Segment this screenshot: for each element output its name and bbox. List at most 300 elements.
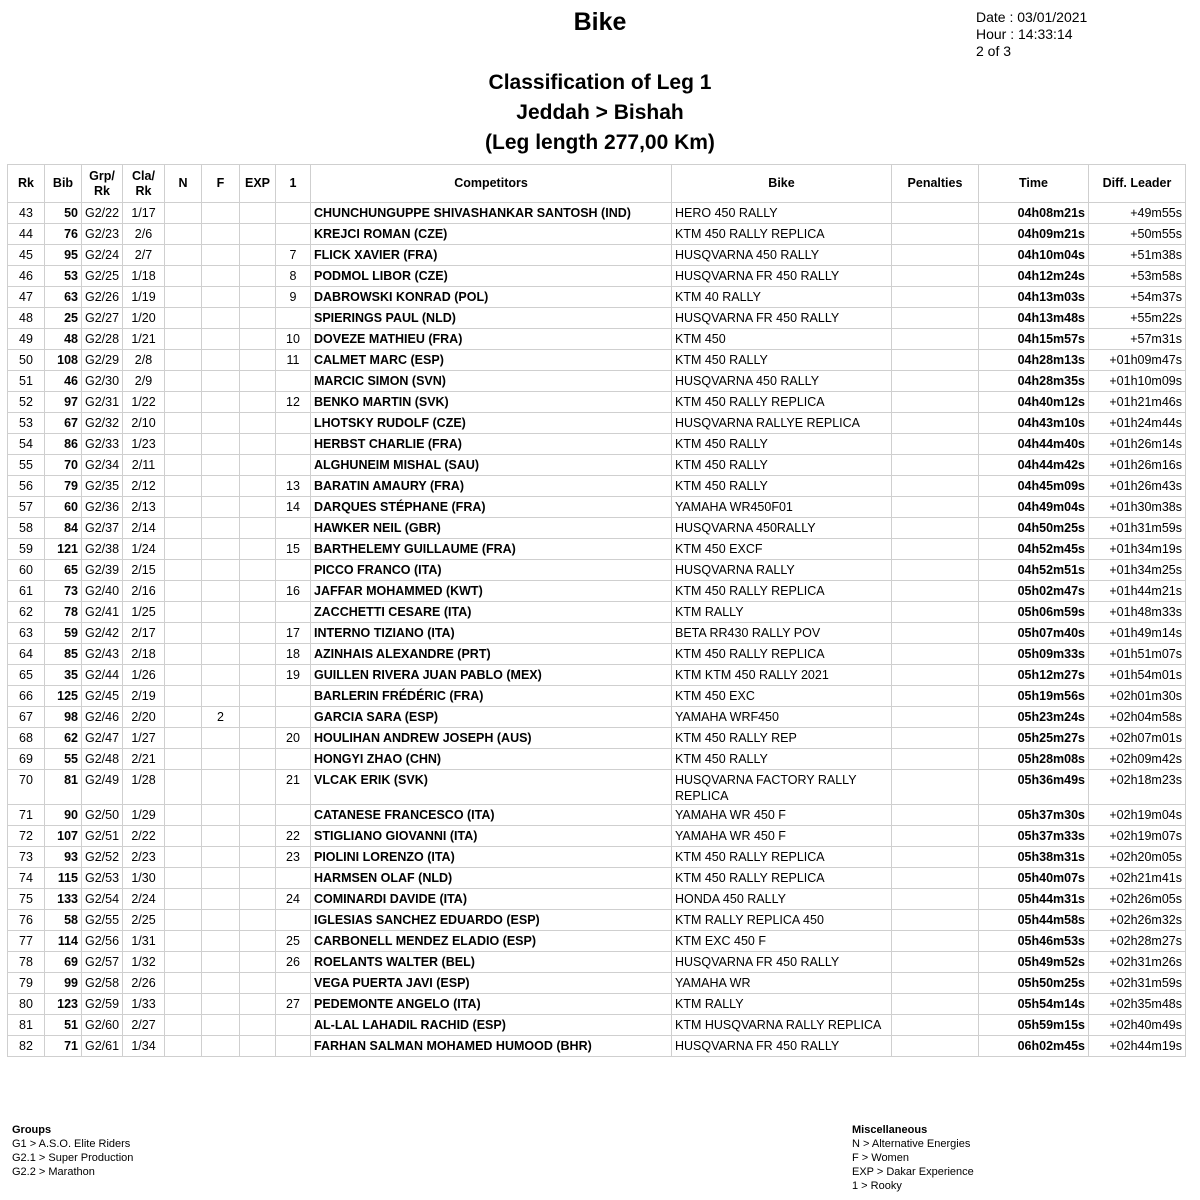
cell-rank: 68 xyxy=(8,728,45,749)
cell-bib: 86 xyxy=(45,434,82,455)
cell-penalties xyxy=(892,826,979,847)
cell-competitor: PODMOL LIBOR (CZE) xyxy=(311,266,672,287)
cell-diff-leader: +02h18m23s xyxy=(1089,770,1186,805)
cell-rookie: 27 xyxy=(276,994,311,1015)
cell-rank: 50 xyxy=(8,350,45,371)
cell-bike: KTM 450 RALLY xyxy=(672,434,892,455)
cell-rank: 70 xyxy=(8,770,45,805)
cell-women xyxy=(202,455,240,476)
cell-bib: 93 xyxy=(45,847,82,868)
cell-bib: 55 xyxy=(45,749,82,770)
cell-bike: KTM 450 RALLY xyxy=(672,350,892,371)
cell-rookie: 15 xyxy=(276,539,311,560)
cell-class-rank: 2/14 xyxy=(123,518,165,539)
cell-rank: 79 xyxy=(8,973,45,994)
cell-rank: 57 xyxy=(8,497,45,518)
cell-rank: 81 xyxy=(8,1015,45,1036)
col-competitors: Competitors xyxy=(311,165,672,203)
cell-bib: 125 xyxy=(45,686,82,707)
cell-competitor: MARCIC SIMON (SVN) xyxy=(311,371,672,392)
cell-alt-energy xyxy=(165,1015,202,1036)
cell-experience xyxy=(240,203,276,224)
cell-time: 05h06m59s xyxy=(979,602,1089,623)
cell-bib: 107 xyxy=(45,826,82,847)
cell-women xyxy=(202,749,240,770)
cell-class-rank: 2/8 xyxy=(123,350,165,371)
cell-diff-leader: +02h28m27s xyxy=(1089,931,1186,952)
cell-alt-energy xyxy=(165,245,202,266)
cell-experience xyxy=(240,560,276,581)
cell-penalties xyxy=(892,203,979,224)
cell-experience xyxy=(240,308,276,329)
cell-women xyxy=(202,518,240,539)
cell-competitor: HARMSEN OLAF (NLD) xyxy=(311,868,672,889)
table-row xyxy=(8,623,1186,644)
cell-group-rank: G2/57 xyxy=(82,952,123,973)
cell-bib: 63 xyxy=(45,287,82,308)
cell-penalties xyxy=(892,805,979,826)
cell-rookie: 20 xyxy=(276,728,311,749)
cell-penalties xyxy=(892,749,979,770)
cell-alt-energy xyxy=(165,644,202,665)
cell-bike: KTM 450 RALLY xyxy=(672,749,892,770)
cell-alt-energy xyxy=(165,686,202,707)
cell-bike: KTM HUSQVARNA RALLY REPLICA xyxy=(672,1015,892,1036)
cell-group-rank: G2/58 xyxy=(82,973,123,994)
cell-experience xyxy=(240,770,276,805)
cell-competitor: HERBST CHARLIE (FRA) xyxy=(311,434,672,455)
cell-penalties xyxy=(892,434,979,455)
cell-competitor: GARCIA SARA (ESP) xyxy=(311,707,672,728)
cell-diff-leader: +54m37s xyxy=(1089,287,1186,308)
cell-experience xyxy=(240,686,276,707)
cell-alt-energy xyxy=(165,371,202,392)
cell-competitor: FARHAN SALMAN MOHAMED HUMOOD (BHR) xyxy=(311,1036,672,1057)
cell-women xyxy=(202,476,240,497)
cell-class-rank: 1/29 xyxy=(123,805,165,826)
table-row xyxy=(8,749,1186,770)
cell-class-rank: 2/23 xyxy=(123,847,165,868)
cell-rank: 56 xyxy=(8,476,45,497)
cell-rookie xyxy=(276,1036,311,1057)
cell-rookie: 24 xyxy=(276,889,311,910)
cell-diff-leader: +01h26m16s xyxy=(1089,455,1186,476)
cell-bib: 62 xyxy=(45,728,82,749)
cell-penalties xyxy=(892,245,979,266)
cell-class-rank: 1/26 xyxy=(123,665,165,686)
cell-time: 04h13m48s xyxy=(979,308,1089,329)
cell-diff-leader: +51m38s xyxy=(1089,245,1186,266)
cell-bib: 114 xyxy=(45,931,82,952)
cell-experience xyxy=(240,350,276,371)
table-row xyxy=(8,539,1186,560)
cell-time: 04h40m12s xyxy=(979,392,1089,413)
cell-bib: 60 xyxy=(45,497,82,518)
table-row xyxy=(8,728,1186,749)
cell-alt-energy xyxy=(165,623,202,644)
cell-women xyxy=(202,434,240,455)
cell-women xyxy=(202,266,240,287)
report-hour: Hour : 14:33:14 xyxy=(976,26,1073,42)
cell-group-rank: G2/48 xyxy=(82,749,123,770)
col-alt-energy: N xyxy=(165,165,202,203)
cell-bib: 71 xyxy=(45,1036,82,1057)
col-rank: Rk xyxy=(8,165,45,203)
cell-women xyxy=(202,868,240,889)
cell-bib: 35 xyxy=(45,665,82,686)
cell-class-rank: 1/27 xyxy=(123,728,165,749)
group-g1: G1 > A.S.O. Elite Riders xyxy=(12,1138,131,1150)
table-row xyxy=(8,434,1186,455)
cell-diff-leader: +01h51m07s xyxy=(1089,644,1186,665)
cell-alt-energy xyxy=(165,994,202,1015)
cell-alt-energy xyxy=(165,770,202,805)
cell-experience xyxy=(240,623,276,644)
cell-women xyxy=(202,371,240,392)
cell-time: 05h02m47s xyxy=(979,581,1089,602)
cell-diff-leader: +02h21m41s xyxy=(1089,868,1186,889)
cell-rookie xyxy=(276,707,311,728)
cell-bib: 58 xyxy=(45,910,82,931)
cell-time: 04h52m51s xyxy=(979,560,1089,581)
table-row xyxy=(8,952,1186,973)
cell-rank: 45 xyxy=(8,245,45,266)
cell-competitor: ROELANTS WALTER (BEL) xyxy=(311,952,672,973)
cell-bike: HUSQVARNA 450 RALLY xyxy=(672,371,892,392)
table-row xyxy=(8,868,1186,889)
cell-diff-leader: +01h10m09s xyxy=(1089,371,1186,392)
table-row xyxy=(8,1036,1186,1057)
cell-time: 05h46m53s xyxy=(979,931,1089,952)
cell-rank: 75 xyxy=(8,889,45,910)
cell-group-rank: G2/24 xyxy=(82,245,123,266)
cell-penalties xyxy=(892,910,979,931)
cell-diff-leader: +01h24m44s xyxy=(1089,413,1186,434)
cell-competitor: JAFFAR MOHAMMED (KWT) xyxy=(311,581,672,602)
cell-experience xyxy=(240,707,276,728)
cell-women xyxy=(202,1015,240,1036)
cell-women xyxy=(202,287,240,308)
cell-experience xyxy=(240,728,276,749)
cell-diff-leader: +55m22s xyxy=(1089,308,1186,329)
cell-time: 05h12m27s xyxy=(979,665,1089,686)
cell-class-rank: 1/24 xyxy=(123,539,165,560)
cell-bike: HUSQVARNA 450 RALLY xyxy=(672,245,892,266)
cell-bike: KTM RALLY REPLICA 450 xyxy=(672,910,892,931)
cell-women xyxy=(202,805,240,826)
cell-penalties xyxy=(892,329,979,350)
cell-class-rank: 2/7 xyxy=(123,245,165,266)
cell-alt-energy xyxy=(165,308,202,329)
cell-time: 06h02m45s xyxy=(979,1036,1089,1057)
cell-bib: 70 xyxy=(45,455,82,476)
cell-penalties xyxy=(892,994,979,1015)
cell-penalties xyxy=(892,931,979,952)
cell-experience xyxy=(240,644,276,665)
group-g21: G2.1 > Super Production xyxy=(12,1152,134,1164)
cell-experience xyxy=(240,539,276,560)
cell-class-rank: 2/10 xyxy=(123,413,165,434)
cell-rookie xyxy=(276,686,311,707)
cell-alt-energy xyxy=(165,476,202,497)
cell-bike: KTM 450 RALLY REPLICA xyxy=(672,392,892,413)
col-group-rank: Grp/ Rk xyxy=(82,165,123,203)
cell-time: 05h44m58s xyxy=(979,910,1089,931)
cell-rookie xyxy=(276,371,311,392)
cell-competitor: VEGA PUERTA JAVI (ESP) xyxy=(311,973,672,994)
cell-time: 04h43m10s xyxy=(979,413,1089,434)
table-row xyxy=(8,1015,1186,1036)
cell-alt-energy xyxy=(165,868,202,889)
cell-bib: 81 xyxy=(45,770,82,805)
cell-group-rank: G2/35 xyxy=(82,476,123,497)
cell-rank: 69 xyxy=(8,749,45,770)
table-row xyxy=(8,245,1186,266)
cell-competitor: IGLESIAS SANCHEZ EDUARDO (ESP) xyxy=(311,910,672,931)
cell-bib: 84 xyxy=(45,518,82,539)
cell-alt-energy xyxy=(165,889,202,910)
cell-group-rank: G2/44 xyxy=(82,665,123,686)
cell-penalties xyxy=(892,602,979,623)
cell-rookie: 17 xyxy=(276,623,311,644)
cell-penalties xyxy=(892,1015,979,1036)
cell-class-rank: 1/17 xyxy=(123,203,165,224)
cell-women xyxy=(202,392,240,413)
cell-group-rank: G2/61 xyxy=(82,1036,123,1057)
cell-competitor: CATANESE FRANCESCO (ITA) xyxy=(311,805,672,826)
cell-competitor: COMINARDI DAVIDE (ITA) xyxy=(311,889,672,910)
cell-competitor: AL-LAL LAHADIL RACHID (ESP) xyxy=(311,1015,672,1036)
cell-class-rank: 2/26 xyxy=(123,973,165,994)
cell-group-rank: G2/41 xyxy=(82,602,123,623)
col-bib: Bib xyxy=(45,165,82,203)
cell-competitor: FLICK XAVIER (FRA) xyxy=(311,245,672,266)
table-row xyxy=(8,455,1186,476)
table-row xyxy=(8,329,1186,350)
cell-penalties xyxy=(892,868,979,889)
table-row xyxy=(8,686,1186,707)
cell-rookie xyxy=(276,518,311,539)
cell-rank: 47 xyxy=(8,287,45,308)
cell-experience xyxy=(240,952,276,973)
cell-women xyxy=(202,245,240,266)
cell-alt-energy xyxy=(165,287,202,308)
cell-competitor: PIOLINI LORENZO (ITA) xyxy=(311,847,672,868)
cell-experience xyxy=(240,392,276,413)
table-row xyxy=(8,665,1186,686)
cell-alt-energy xyxy=(165,539,202,560)
cell-experience xyxy=(240,476,276,497)
cell-penalties xyxy=(892,350,979,371)
cell-diff-leader: +02h19m07s xyxy=(1089,826,1186,847)
cell-group-rank: G2/26 xyxy=(82,287,123,308)
cell-women xyxy=(202,931,240,952)
table-row xyxy=(8,581,1186,602)
table-row xyxy=(8,805,1186,826)
cell-diff-leader: +01h21m46s xyxy=(1089,392,1186,413)
cell-time: 05h44m31s xyxy=(979,889,1089,910)
cell-time: 05h36m49s xyxy=(979,770,1089,805)
cell-bike: HUSQVARNA FR 450 RALLY xyxy=(672,308,892,329)
table-row xyxy=(8,707,1186,728)
cell-diff-leader: +02h31m59s xyxy=(1089,973,1186,994)
cell-group-rank: G2/38 xyxy=(82,539,123,560)
cell-rank: 53 xyxy=(8,413,45,434)
cell-women xyxy=(202,910,240,931)
cell-competitor: VLCAK ERIK (SVK) xyxy=(311,770,672,805)
cell-group-rank: G2/33 xyxy=(82,434,123,455)
table-header-row xyxy=(8,165,1186,203)
cell-experience xyxy=(240,602,276,623)
col-experience: EXP xyxy=(240,165,276,203)
report-date: Date : 03/01/2021 xyxy=(976,9,1088,25)
cell-class-rank: 2/13 xyxy=(123,497,165,518)
cell-experience xyxy=(240,224,276,245)
cell-rookie xyxy=(276,910,311,931)
cell-class-rank: 1/19 xyxy=(123,287,165,308)
cell-rookie xyxy=(276,868,311,889)
cell-rank: 63 xyxy=(8,623,45,644)
cell-group-rank: G2/46 xyxy=(82,707,123,728)
cell-rank: 44 xyxy=(8,224,45,245)
cell-penalties xyxy=(892,518,979,539)
cell-class-rank: 1/30 xyxy=(123,868,165,889)
cell-rank: 54 xyxy=(8,434,45,455)
cell-bike: KTM 450 RALLY REPLICA xyxy=(672,644,892,665)
cell-group-rank: G2/59 xyxy=(82,994,123,1015)
cell-competitor: HONGYI ZHAO (CHN) xyxy=(311,749,672,770)
cell-competitor: GUILLEN RIVERA JUAN PABLO (MEX) xyxy=(311,665,672,686)
cell-group-rank: G2/29 xyxy=(82,350,123,371)
cell-class-rank: 2/19 xyxy=(123,686,165,707)
cell-rookie xyxy=(276,560,311,581)
cell-rookie xyxy=(276,805,311,826)
cell-diff-leader: +02h31m26s xyxy=(1089,952,1186,973)
page-number: 2 of 3 xyxy=(976,43,1012,59)
cell-penalties xyxy=(892,847,979,868)
table-row xyxy=(8,392,1186,413)
cell-rank: 48 xyxy=(8,308,45,329)
cell-alt-energy xyxy=(165,497,202,518)
cell-bib: 65 xyxy=(45,560,82,581)
route-title: Jeddah > Bishah xyxy=(516,101,684,124)
cell-time: 04h15m57s xyxy=(979,329,1089,350)
cell-group-rank: G2/55 xyxy=(82,910,123,931)
cell-penalties xyxy=(892,266,979,287)
cell-class-rank: 1/33 xyxy=(123,994,165,1015)
cell-competitor: PICCO FRANCO (ITA) xyxy=(311,560,672,581)
cell-penalties xyxy=(892,623,979,644)
cell-group-rank: G2/52 xyxy=(82,847,123,868)
cell-class-rank: 2/11 xyxy=(123,455,165,476)
cell-bike: HUSQVARNA FR 450 RALLY xyxy=(672,266,892,287)
cell-bib: 59 xyxy=(45,623,82,644)
cell-class-rank: 2/21 xyxy=(123,749,165,770)
cell-rank: 77 xyxy=(8,931,45,952)
cell-rookie xyxy=(276,434,311,455)
cell-diff-leader: +02h01m30s xyxy=(1089,686,1186,707)
cell-competitor: CALMET MARC (ESP) xyxy=(311,350,672,371)
cell-bib: 108 xyxy=(45,350,82,371)
cell-bike: KTM RALLY xyxy=(672,602,892,623)
cell-time: 04h10m04s xyxy=(979,245,1089,266)
cell-alt-energy xyxy=(165,665,202,686)
cell-time: 04h52m45s xyxy=(979,539,1089,560)
cell-bike: KTM 450 EXC xyxy=(672,686,892,707)
col-women: F xyxy=(202,165,240,203)
cell-alt-energy xyxy=(165,931,202,952)
classification-title: Classification of Leg 1 xyxy=(488,71,712,94)
cell-women xyxy=(202,770,240,805)
cell-alt-energy xyxy=(165,434,202,455)
cell-women xyxy=(202,308,240,329)
cell-competitor: ALGHUNEIM MISHAL (SAU) xyxy=(311,455,672,476)
cell-competitor: BENKO MARTIN (SVK) xyxy=(311,392,672,413)
cell-diff-leader: +01h26m14s xyxy=(1089,434,1186,455)
cell-rank: 43 xyxy=(8,203,45,224)
cell-group-rank: G2/50 xyxy=(82,805,123,826)
cell-competitor: KREJCI ROMAN (CZE) xyxy=(311,224,672,245)
cell-bike: KTM RALLY xyxy=(672,994,892,1015)
cell-diff-leader: +01h54m01s xyxy=(1089,665,1186,686)
page-title: Bike xyxy=(573,8,627,36)
cell-class-rank: 2/25 xyxy=(123,910,165,931)
cell-rank: 73 xyxy=(8,847,45,868)
col-diff-leader: Diff. Leader xyxy=(1089,165,1186,203)
cell-bike: KTM 450 RALLY REP xyxy=(672,728,892,749)
cell-time: 04h44m40s xyxy=(979,434,1089,455)
table-row xyxy=(8,413,1186,434)
cell-competitor: CARBONELL MENDEZ ELADIO (ESP) xyxy=(311,931,672,952)
cell-time: 05h49m52s xyxy=(979,952,1089,973)
cell-diff-leader: +02h09m42s xyxy=(1089,749,1186,770)
cell-group-rank: G2/27 xyxy=(82,308,123,329)
cell-rookie xyxy=(276,973,311,994)
cell-bib: 46 xyxy=(45,371,82,392)
cell-rookie: 9 xyxy=(276,287,311,308)
cell-group-rank: G2/28 xyxy=(82,329,123,350)
cell-class-rank: 2/9 xyxy=(123,371,165,392)
cell-diff-leader: +02h44m19s xyxy=(1089,1036,1186,1057)
cell-women: 2 xyxy=(202,707,240,728)
cell-bike: KTM 450 EXCF xyxy=(672,539,892,560)
cell-bike: YAMAHA WR 450 F xyxy=(672,826,892,847)
cell-competitor: HOULIHAN ANDREW JOSEPH (AUS) xyxy=(311,728,672,749)
cell-group-rank: G2/49 xyxy=(82,770,123,805)
cell-diff-leader: +53m58s xyxy=(1089,266,1186,287)
cell-time: 04h08m21s xyxy=(979,203,1089,224)
cell-alt-energy xyxy=(165,413,202,434)
cell-competitor: BARLERIN FRÉDÉRIC (FRA) xyxy=(311,686,672,707)
cell-experience xyxy=(240,245,276,266)
cell-experience xyxy=(240,371,276,392)
cell-rookie xyxy=(276,308,311,329)
cell-group-rank: G2/47 xyxy=(82,728,123,749)
table-row xyxy=(8,994,1186,1015)
cell-alt-energy xyxy=(165,805,202,826)
col-time: Time xyxy=(979,165,1089,203)
cell-alt-energy xyxy=(165,455,202,476)
cell-time: 05h38m31s xyxy=(979,847,1089,868)
cell-class-rank: 2/22 xyxy=(123,826,165,847)
cell-women xyxy=(202,623,240,644)
cell-bib: 69 xyxy=(45,952,82,973)
cell-alt-energy xyxy=(165,728,202,749)
cell-competitor: HAWKER NEIL (GBR) xyxy=(311,518,672,539)
cell-alt-energy xyxy=(165,266,202,287)
cell-penalties xyxy=(892,1036,979,1057)
cell-competitor: BARATIN AMAURY (FRA) xyxy=(311,476,672,497)
